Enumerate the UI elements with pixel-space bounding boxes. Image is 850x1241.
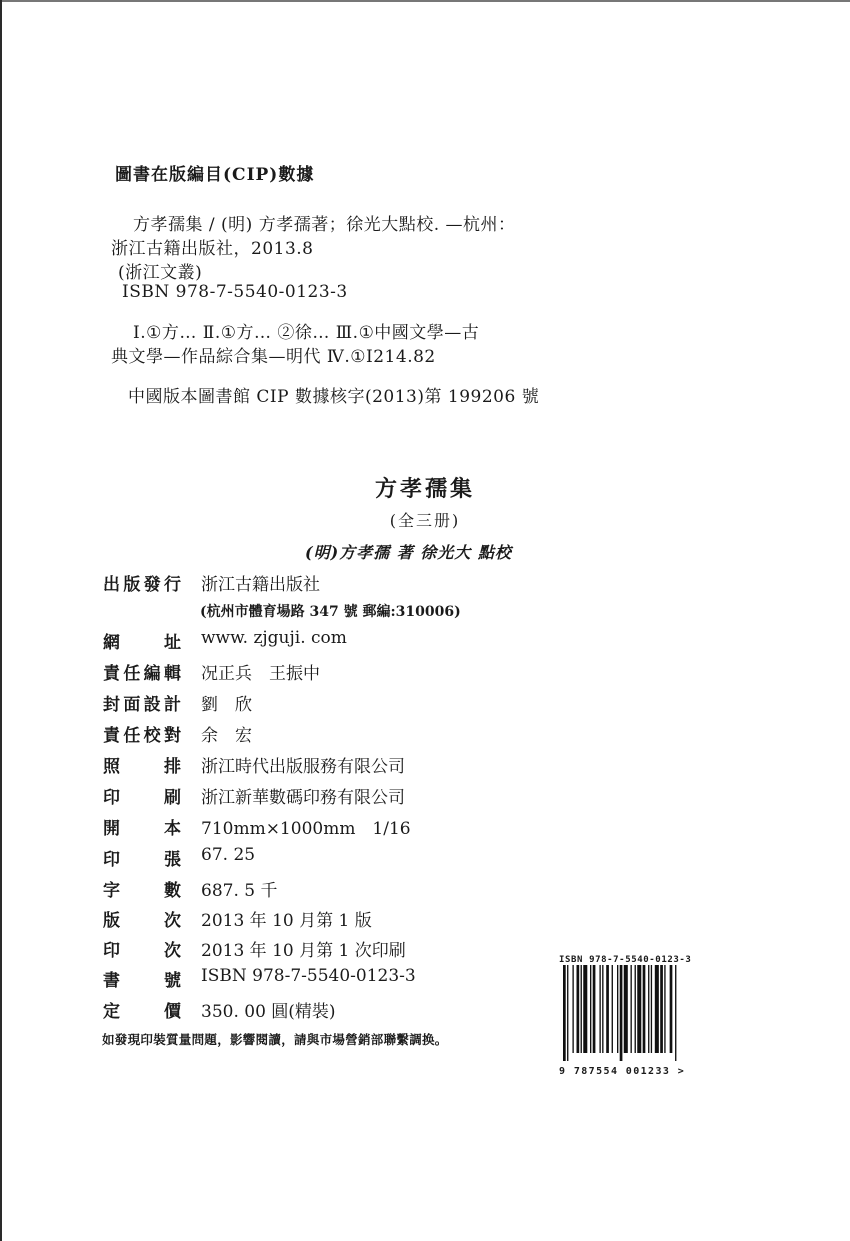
barcode-bar: [590, 965, 591, 1053]
typesetting-label: 照 排: [103, 757, 181, 777]
editor-label: 責任編輯: [103, 664, 181, 684]
book-authors: (明)方孝孺 著 徐光大 點校: [305, 543, 512, 562]
word-count-value: 687. 5 千: [201, 881, 278, 901]
row-format: [103, 814, 411, 839]
publisher-address: (杭州市體育場路 347 號 郵編:310006): [200, 604, 461, 620]
barcode-bar: [631, 965, 632, 1053]
row-word-count: [103, 876, 278, 901]
barcode-bar: [620, 965, 623, 1061]
edition-label: 版 次: [103, 911, 181, 931]
isbn-barcode: [559, 955, 723, 1077]
cip-line-1: 方孝孺集 / (明) 方孝孺著；徐光大點校. —杭州：: [133, 215, 516, 235]
row-editor: [103, 659, 320, 684]
barcode-bar: [651, 965, 652, 1053]
row-cover-design: [103, 690, 252, 715]
printer-value: 浙江新華數碼印務有限公司: [201, 788, 405, 808]
website-label: 網 址: [103, 633, 181, 653]
book-volumes: (全三册): [389, 511, 461, 530]
page-top-edge: [0, 0, 850, 2]
price-label: 定 價: [103, 1002, 181, 1022]
row-printer: [103, 783, 405, 808]
price-value: 350. 00 圓(精裝): [201, 1002, 336, 1022]
barcode-bar: [563, 965, 566, 1061]
proofreader-label: 責任校對: [103, 726, 181, 746]
row-publisher: [103, 570, 320, 595]
barcode-bars: [559, 965, 719, 1061]
barcode-bar: [612, 965, 613, 1053]
printer-label: 印 刷: [103, 788, 181, 808]
barcode-bar: [602, 965, 603, 1053]
barcode-bar: [593, 965, 596, 1053]
row-typesetting: [103, 752, 405, 777]
barcode-bar: [648, 965, 649, 1053]
cip-line-6: 典文學—作品綜合集—明代 Ⅳ.①I214.82: [111, 347, 436, 367]
barcode-bar: [660, 965, 663, 1053]
proofreader-value: 余 宏: [201, 726, 252, 746]
publisher-value: 浙江古籍出版社: [201, 575, 320, 595]
edition-value: 2013 年 10 月第 1 版: [201, 911, 372, 931]
barcode-bar: [606, 965, 609, 1053]
row-website: [103, 628, 347, 653]
barcode-bar: [664, 965, 665, 1053]
barcode-bar: [624, 965, 628, 1053]
row-edition: [103, 906, 372, 931]
barcode-bar: [577, 965, 580, 1053]
barcode-bar: [581, 965, 582, 1053]
impression-value: 2013 年 10 月第 1 次印刷: [201, 941, 406, 961]
book-title: 方孝孺集: [374, 476, 475, 502]
sheets-value: 67. 25: [201, 845, 256, 865]
publisher-label: 出版發行: [103, 575, 181, 595]
barcode-bar: [670, 965, 673, 1053]
cip-line-7: 中國版本圖書館 CIP 數據核字(2013)第 199206 號: [128, 387, 540, 407]
row-price: [103, 997, 336, 1022]
cip-heading: 圖書在版編目(CIP)數據: [115, 165, 315, 185]
barcode-bar: [617, 965, 618, 1053]
barcode-number-text: 9 787554 001233 >: [559, 1066, 686, 1077]
barcode-bar: [599, 965, 600, 1053]
format-label: 開 本: [103, 819, 181, 839]
cover-design-label: 封面設計: [103, 695, 181, 715]
isbn-label: 書 號: [103, 971, 181, 991]
row-sheets: [103, 845, 256, 870]
cover-design-value: 劉 欣: [201, 695, 252, 715]
row-isbn: [103, 966, 416, 991]
isbn-value: ISBN 978-7-5540-0123-3: [201, 966, 416, 986]
barcode-bar: [675, 965, 676, 1061]
barcode-bar: [637, 965, 641, 1053]
typesetting-value: 浙江時代出版服務有限公司: [201, 757, 405, 777]
cip-line-5: Ⅰ.①方… Ⅱ.①方… ②徐… Ⅲ.①中國文學—古: [133, 323, 480, 343]
barcode-bar: [583, 965, 587, 1053]
format-value: 710mm×1000mm 1/16: [201, 819, 411, 839]
row-impression: [103, 936, 406, 961]
cip-line-2: 浙江古籍出版社，2013.8: [111, 239, 314, 259]
sheets-label: 印 張: [103, 850, 181, 870]
page-left-edge: [0, 0, 2, 1241]
impression-label: 印 次: [103, 941, 181, 961]
editor-value: 况正兵 王振中: [201, 664, 320, 684]
barcode-isbn-text: ISBN 978-7-5540-0123-3: [559, 955, 692, 965]
row-proofreader: [103, 721, 252, 746]
barcode-bar: [567, 965, 568, 1061]
quality-notice: 如發現印裝質量問題，影響閱讀，請與市場營銷部聯繫調换。: [102, 1032, 448, 1047]
cip-line-4: ISBN 978-7-5540-0123-3: [122, 282, 348, 302]
cip-line-3: (浙江文叢): [118, 263, 203, 283]
barcode-bar: [572, 965, 573, 1053]
word-count-label: 字 數: [103, 881, 181, 901]
website-value: www. zjguji. com: [201, 628, 347, 648]
barcode-bar: [655, 965, 659, 1053]
barcode-bar: [643, 965, 646, 1053]
barcode-bar: [635, 965, 636, 1053]
